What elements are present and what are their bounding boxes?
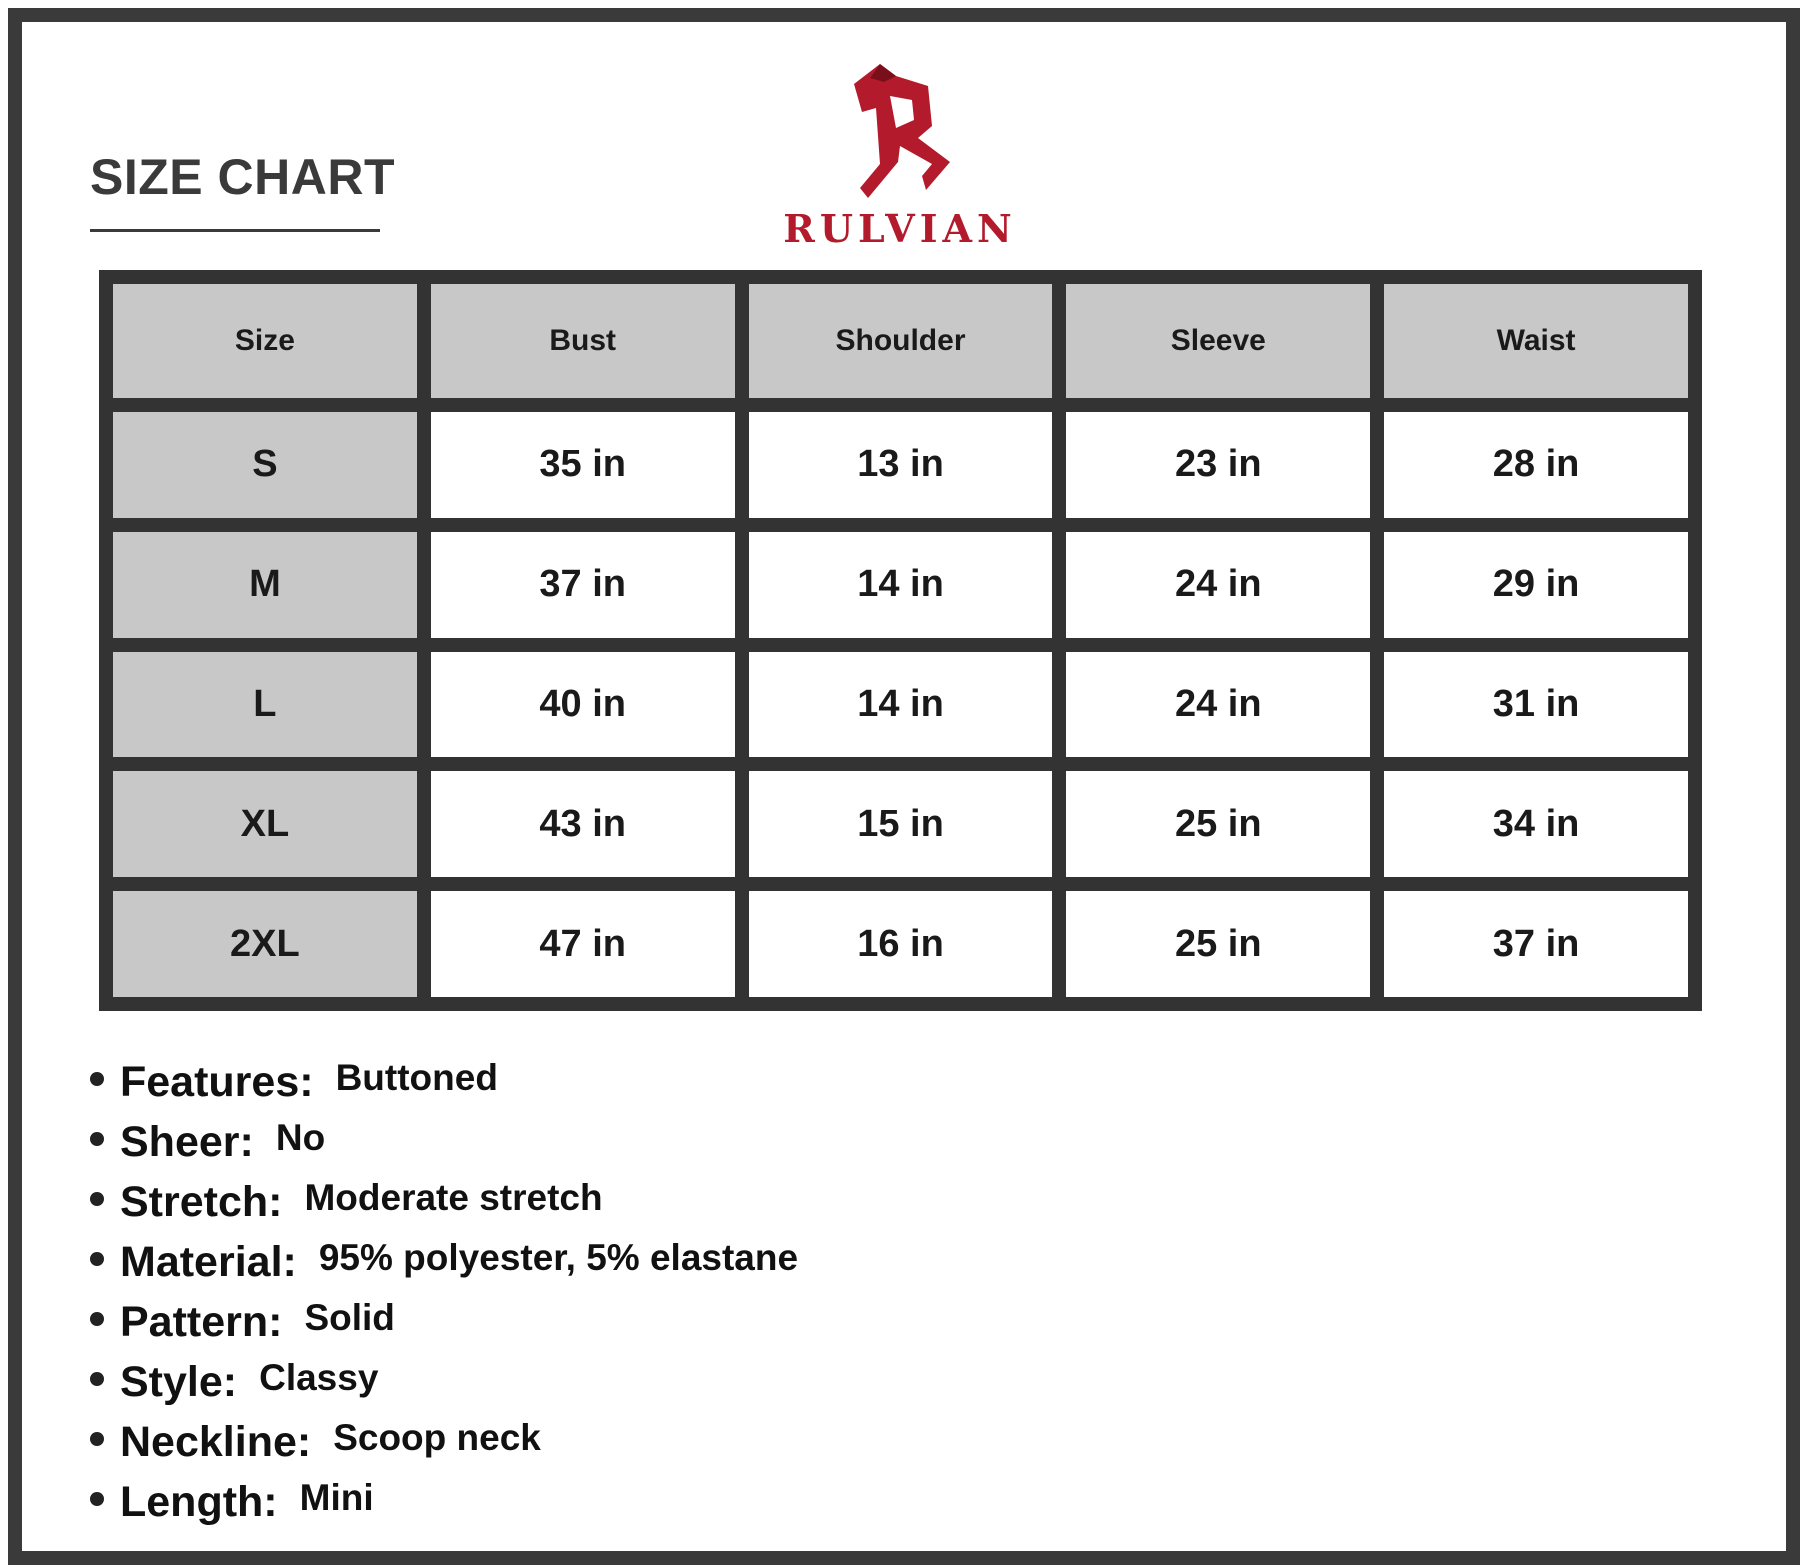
spec-label: Material: bbox=[120, 1238, 297, 1286]
table-row bbox=[106, 645, 1695, 765]
spec-value: Mini bbox=[299, 1477, 374, 1518]
spec-value: No bbox=[275, 1117, 326, 1158]
spec-value: Solid bbox=[304, 1297, 395, 1338]
bullet-icon bbox=[90, 1312, 104, 1326]
spec-value: Buttoned bbox=[335, 1057, 498, 1098]
size-cell: M bbox=[106, 525, 424, 645]
bust-cell: 40 in bbox=[424, 645, 742, 765]
sleeve-cell: 25 in bbox=[1059, 884, 1377, 1004]
spec-label: Stretch: bbox=[120, 1178, 283, 1226]
column-header: Waist bbox=[1377, 277, 1695, 405]
spec-label: Sheer: bbox=[120, 1118, 254, 1166]
brand-wordmark: RULVIAN bbox=[783, 206, 1017, 251]
spec-material bbox=[90, 1238, 798, 1298]
waist-cell: 28 in bbox=[1377, 405, 1695, 525]
shoulder-cell: 15 in bbox=[742, 764, 1060, 884]
table-row bbox=[106, 764, 1695, 884]
bullet-icon bbox=[90, 1492, 104, 1506]
sleeve-cell: 25 in bbox=[1059, 764, 1377, 884]
spec-value: Classy bbox=[259, 1357, 379, 1398]
table-row bbox=[106, 884, 1695, 1004]
product-specs-list bbox=[90, 1058, 798, 1538]
table-row bbox=[106, 405, 1695, 525]
sleeve-cell: 24 in bbox=[1059, 645, 1377, 765]
shoulder-cell: 14 in bbox=[742, 525, 1060, 645]
spec-value: 95% polyester, 5% elastane bbox=[318, 1237, 799, 1278]
size-cell: 2XL bbox=[106, 884, 424, 1004]
spec-length bbox=[90, 1478, 798, 1538]
size-cell: S bbox=[106, 405, 424, 525]
title-underline bbox=[90, 229, 380, 232]
bullet-icon bbox=[90, 1372, 104, 1386]
column-header: Sleeve bbox=[1059, 277, 1377, 405]
waist-cell: 34 in bbox=[1377, 764, 1695, 884]
shoulder-cell: 16 in bbox=[742, 884, 1060, 1004]
spec-label: Style: bbox=[120, 1358, 238, 1406]
spec-label: Length: bbox=[120, 1478, 278, 1526]
stylized-r-logo-icon bbox=[840, 64, 960, 199]
sleeve-cell: 24 in bbox=[1059, 525, 1377, 645]
spec-stretch bbox=[90, 1178, 798, 1238]
spec-value: Scoop neck bbox=[333, 1417, 541, 1458]
shoulder-cell: 14 in bbox=[742, 645, 1060, 765]
spec-sheer bbox=[90, 1118, 798, 1178]
page-title: SIZE CHART bbox=[90, 149, 395, 205]
bust-cell: 37 in bbox=[424, 525, 742, 645]
bullet-icon bbox=[90, 1072, 104, 1086]
bullet-icon bbox=[90, 1132, 104, 1146]
spec-label: Pattern: bbox=[120, 1298, 283, 1346]
size-cell: L bbox=[106, 645, 424, 765]
bust-cell: 47 in bbox=[424, 884, 742, 1004]
spec-neckline bbox=[90, 1418, 798, 1478]
shoulder-cell: 13 in bbox=[742, 405, 1060, 525]
table-row bbox=[106, 525, 1695, 645]
spec-label: Neckline: bbox=[120, 1418, 312, 1466]
spec-pattern bbox=[90, 1298, 798, 1358]
table-header-row bbox=[106, 277, 1695, 405]
bullet-icon bbox=[90, 1252, 104, 1266]
waist-cell: 29 in bbox=[1377, 525, 1695, 645]
column-header: Shoulder bbox=[742, 277, 1060, 405]
bust-cell: 35 in bbox=[424, 405, 742, 525]
bullet-icon bbox=[90, 1192, 104, 1206]
waist-cell: 37 in bbox=[1377, 884, 1695, 1004]
brand-logo bbox=[780, 64, 1020, 254]
waist-cell: 31 in bbox=[1377, 645, 1695, 765]
bullet-icon bbox=[90, 1432, 104, 1446]
sleeve-cell: 23 in bbox=[1059, 405, 1377, 525]
column-header: Size bbox=[106, 277, 424, 405]
size-table bbox=[99, 270, 1702, 1011]
spec-value: Moderate stretch bbox=[304, 1177, 603, 1218]
spec-style bbox=[90, 1358, 798, 1418]
size-cell: XL bbox=[106, 764, 424, 884]
spec-label: Features: bbox=[120, 1058, 314, 1106]
spec-features bbox=[90, 1058, 798, 1118]
bust-cell: 43 in bbox=[424, 764, 742, 884]
column-header: Bust bbox=[424, 277, 742, 405]
